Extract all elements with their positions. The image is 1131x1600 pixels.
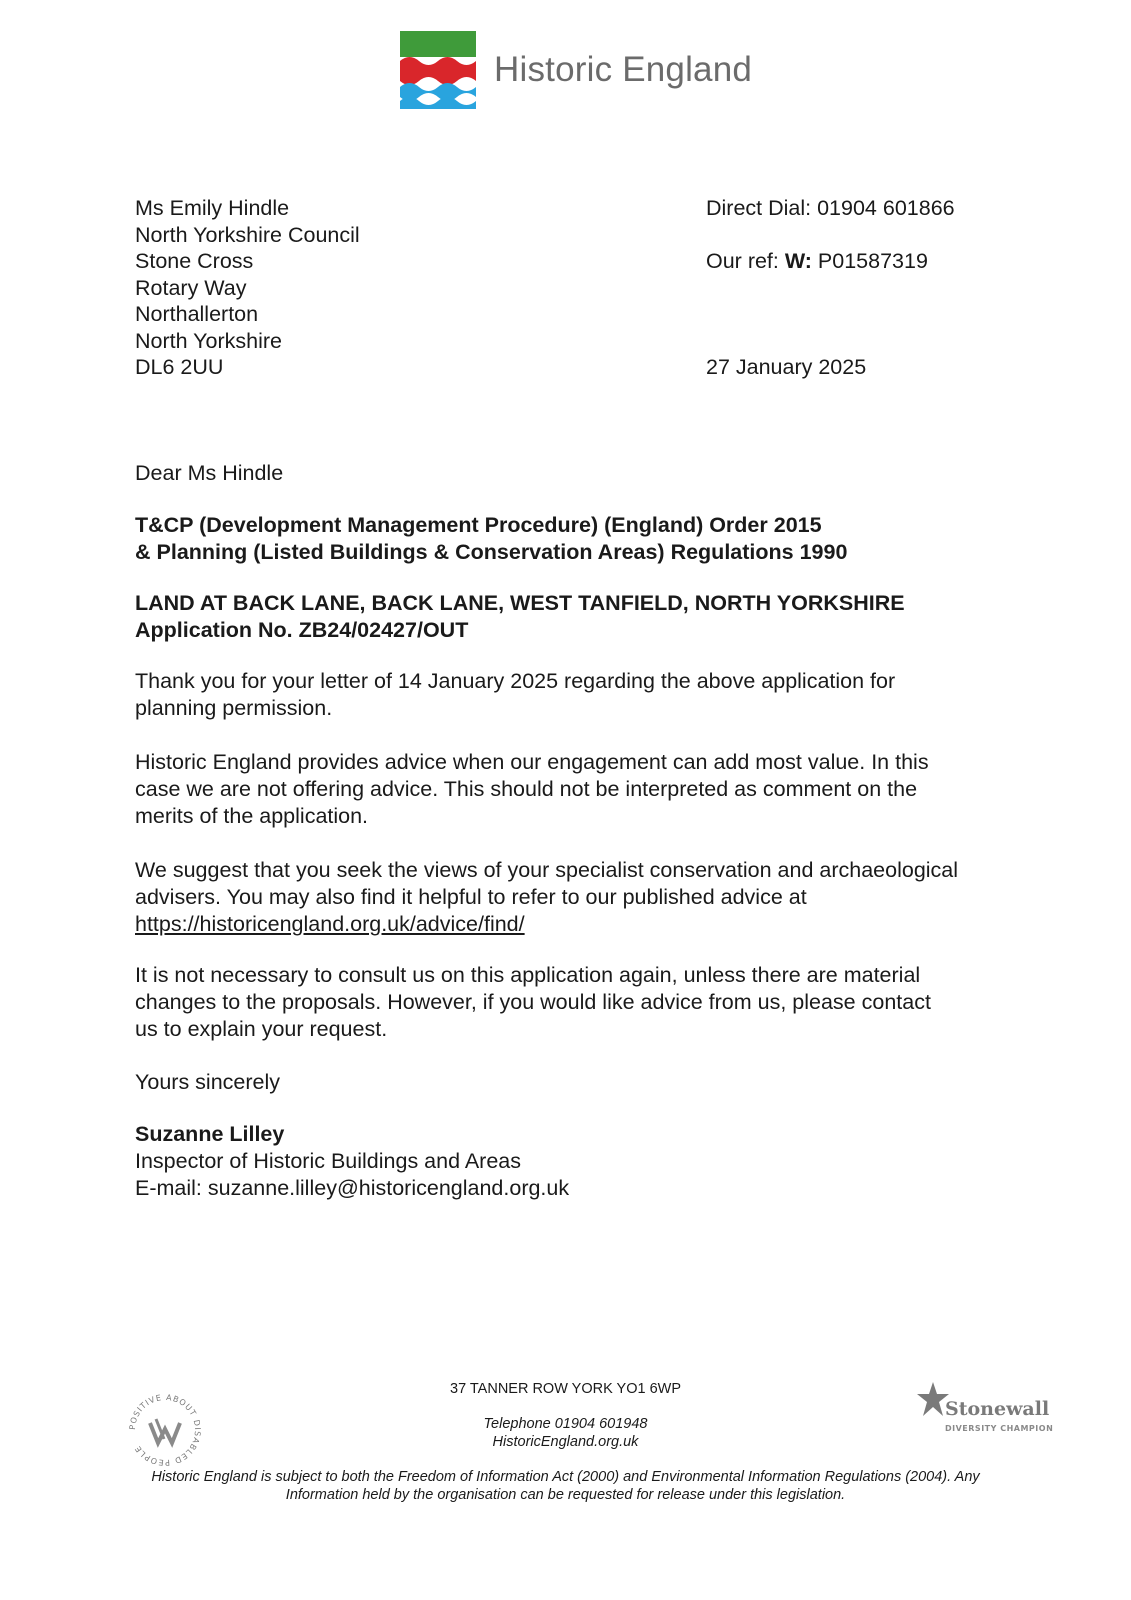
subject-heading (135, 590, 1035, 644)
paragraph-line: Thank you for your letter of 14 January 2025 regarding the above application for (135, 669, 896, 693)
subject-line: Application No. ZB24/02427/OUT (135, 618, 469, 642)
historic-england-logo-icon (400, 31, 476, 109)
paragraph-line: We suggest that you seek the views of your specialist conservation and archaeological (135, 858, 959, 882)
paragraph-line: It is not necessary to consult us on this application again, unless there are material (135, 963, 921, 987)
legislation-heading (135, 512, 1035, 566)
heading-line: T&CP (Development Management Procedure) (England) Order 2015 (135, 513, 822, 537)
recipient-line: North Yorkshire Council (135, 222, 360, 247)
footer-website: HistoricEngland.org.uk (492, 1434, 639, 1450)
closing: Yours sincerely (135, 1070, 280, 1094)
signature-block (135, 1121, 1035, 1202)
footer-foi-line: Information held by the organisation can be requested for release under this legislation. (285, 1487, 846, 1503)
signatory-name: Suzanne Lilley (135, 1122, 285, 1146)
paragraph-line: changes to the proposals. However, if you would like advice from us, please contact (135, 990, 931, 1014)
our-ref (706, 248, 928, 275)
recipient-line: Ms Emily Hindle (135, 196, 290, 220)
recipient-address (135, 195, 360, 381)
recipient-line: Northallerton (135, 302, 259, 326)
advice-link[interactable]: https://historicengland.org.uk/advice/find/ (135, 912, 525, 936)
historic-england-logo (400, 30, 752, 110)
paragraph-line: us to explain your request. (135, 1017, 388, 1041)
salutation: Dear Ms Hindle (135, 461, 284, 485)
signatory-email: E-mail: suzanne.lilley@historicengland.org.uk (135, 1176, 570, 1200)
heading-line: & Planning (Listed Buildings & Conservation Areas) Regulations 1990 (135, 540, 848, 564)
paragraph-line: case we are not offering advice. This should not be interpreted as comment on the (135, 777, 918, 801)
paragraph-line: merits of the application. (135, 804, 369, 828)
footer-foi-line: Historic England is subject to both the Freedom of Information Act (2000) and Environmental Information Regulations (2004). Any (151, 1469, 980, 1485)
letter-date: 27 January 2025 (706, 355, 867, 379)
paragraph-3 (135, 857, 1035, 938)
logo-wordmark: Historic England (494, 50, 753, 89)
stonewall-badge (915, 1380, 1054, 1450)
signatory-title: Inspector of Historic Buildings and Areas (135, 1149, 522, 1173)
paragraph-line: planning permission. (135, 696, 333, 720)
stonewall-wordmark: Stonewall (945, 1398, 1050, 1420)
subject-line: LAND AT BACK LANE, BACK LANE, WEST TANFIELD, NORTH YORKSHIRE (135, 591, 905, 615)
badge-left-text: POSITIVE ABOUT DISABLED PEOPLE (127, 1392, 203, 1468)
paragraph-line: advisers. You may also find it helpful to refer to our published advice at (135, 885, 807, 909)
recipient-line: Stone Cross (135, 249, 254, 273)
footer-address: 37 TANNER ROW YORK YO1 6WP (450, 1381, 681, 1397)
recipient-line: Rotary Way (135, 275, 247, 300)
recipient-line: North Yorkshire (135, 328, 282, 353)
paragraph-1 (135, 668, 1035, 722)
recipient-line: DL6 2UU (135, 355, 224, 379)
paragraph-line: Historic England provides advice when our engagement can add most value. In this (135, 750, 929, 774)
our-ref-prefix: W: (784, 249, 812, 273)
our-ref-value: P01587319 (811, 249, 928, 273)
our-ref-label: Our ref: (706, 249, 785, 273)
paragraph-4 (135, 962, 1035, 1043)
direct-dial: Direct Dial: 01904 601866 (706, 196, 955, 220)
paragraph-2 (135, 749, 1035, 830)
stonewall-subtitle: DIVERSITY CHAMPION (945, 1424, 1054, 1433)
footer-telephone: Telephone 01904 601948 (483, 1416, 648, 1432)
